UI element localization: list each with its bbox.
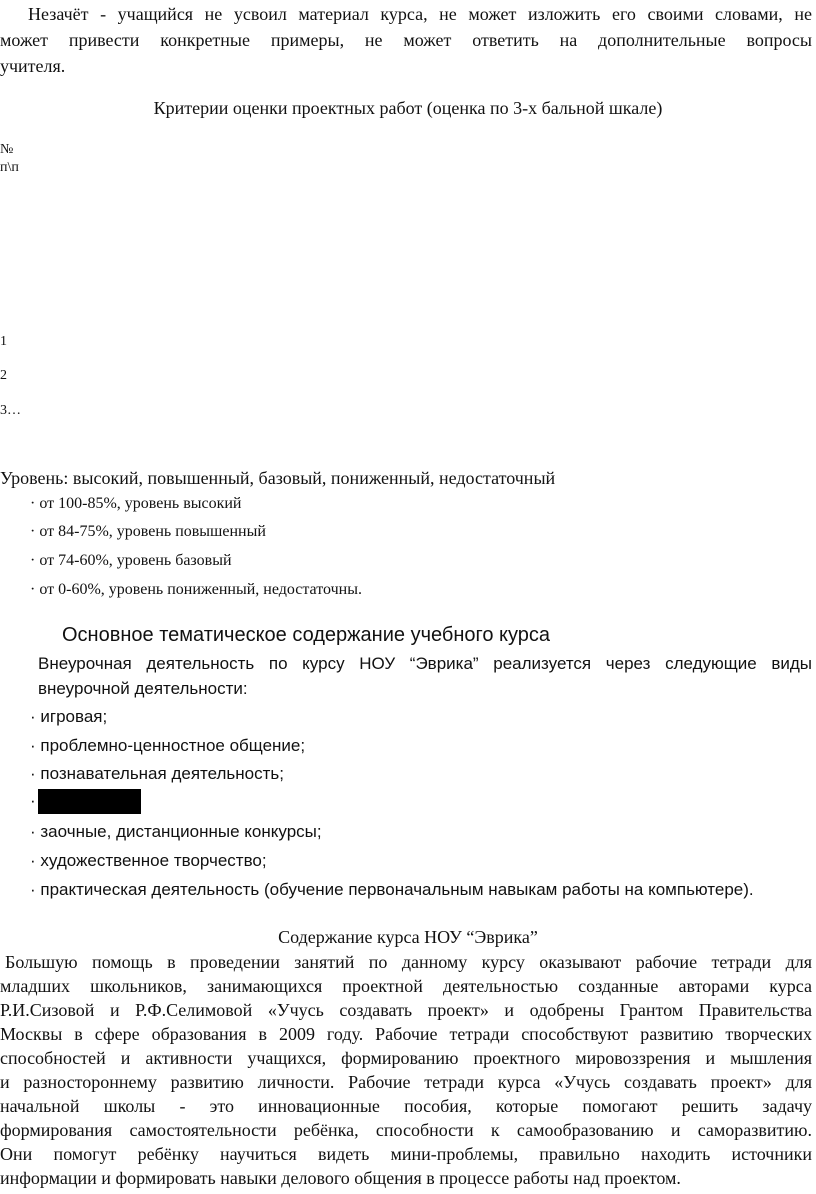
course-line: Москвы в сфере образования в 2009 году. Рабочие тетради способствуют развитию творческих	[0, 1024, 812, 1044]
course-line: формирования самостоятельности ребёнка, способности к самообразованию и саморазвитию.	[0, 1120, 812, 1140]
table-header-pp: п\п	[0, 160, 19, 175]
course-line: младших школьников, занимающихся проектной деятельностью созданные авторами курса	[0, 976, 812, 996]
activity-item: · игровая;	[30, 707, 108, 726]
course-line: Большую помощь в проведении занятий по данному курсу оказывают рабочие тетради для	[5, 952, 812, 972]
course-line: начальной школы - это инновационные пособия, которые помогают решить задачу	[0, 1096, 812, 1116]
section-intro-line-1: Внеурочная деятельность по курсу НОУ “Эврика” реализуется через следующие виды	[38, 654, 812, 673]
activity-item: · практическая деятельность (обучение первоначальным навыкам работы на компьютере).	[30, 880, 754, 899]
level-item: · от 74-60%, уровень базовый	[30, 552, 232, 569]
table-row-number: 1	[0, 334, 7, 349]
table-row-number: 2	[0, 368, 7, 383]
activity-item: · проблемно-ценностное общение;	[30, 736, 306, 755]
redaction-block	[38, 789, 141, 814]
activity-item: · познавательная деятельность;	[30, 764, 284, 783]
level-item: · от 0-60%, уровень пониженный, недостаточны.	[30, 581, 362, 598]
course-line: Р.И.Сизовой и Р.Ф.Селимовой «Учусь создавать проект» и одобрены Грантом Правительства	[0, 1000, 812, 1020]
intro-line-3: учителя.	[0, 56, 66, 76]
course-title: Содержание курса НОУ “Эврика”	[278, 927, 538, 947]
activity-item: ·	[30, 791, 36, 810]
course-line: способностей и активности учащихся, формированию проектного мировоззрения и мышления	[0, 1048, 812, 1068]
intro-line-1: Незачёт - учащийся не усвоил материал курса, не может изложить его своими словами, не	[28, 4, 812, 24]
activity-item: · художественное творчество;	[30, 851, 267, 870]
table-row-number: 3…	[0, 403, 21, 418]
activity-item: · заочные, дистанционные конкурсы;	[30, 822, 322, 841]
criteria-title: Критерии оценки проектных работ (оценка по 3-х бальной шкале)	[153, 98, 663, 118]
section-title: Основное тематическое содержание учебного курса	[62, 624, 551, 646]
level-item: · от 100-85%, уровень высокий	[30, 495, 242, 512]
levels-heading: Уровень: высокий, повышенный, базовый, пониженный, недостаточный	[0, 468, 556, 488]
level-item: · от 84-75%, уровень повышенный	[30, 523, 266, 540]
section-intro-line-2: внеурочной деятельности:	[38, 679, 248, 698]
course-line: информации и формировать навыки делового общения в процессе работы над проектом.	[0, 1168, 681, 1188]
course-line: и разностороннему развитию личности. Рабочие тетради курса «Учусь создавать проект» для	[0, 1072, 812, 1092]
intro-line-2: может привести конкретные примеры, не может ответить на дополнительные вопросы	[0, 30, 812, 50]
course-line: Они помогут ребёнку научиться видеть мини-проблемы, правильно находить источники	[0, 1144, 812, 1164]
table-header-number: №	[0, 142, 14, 157]
